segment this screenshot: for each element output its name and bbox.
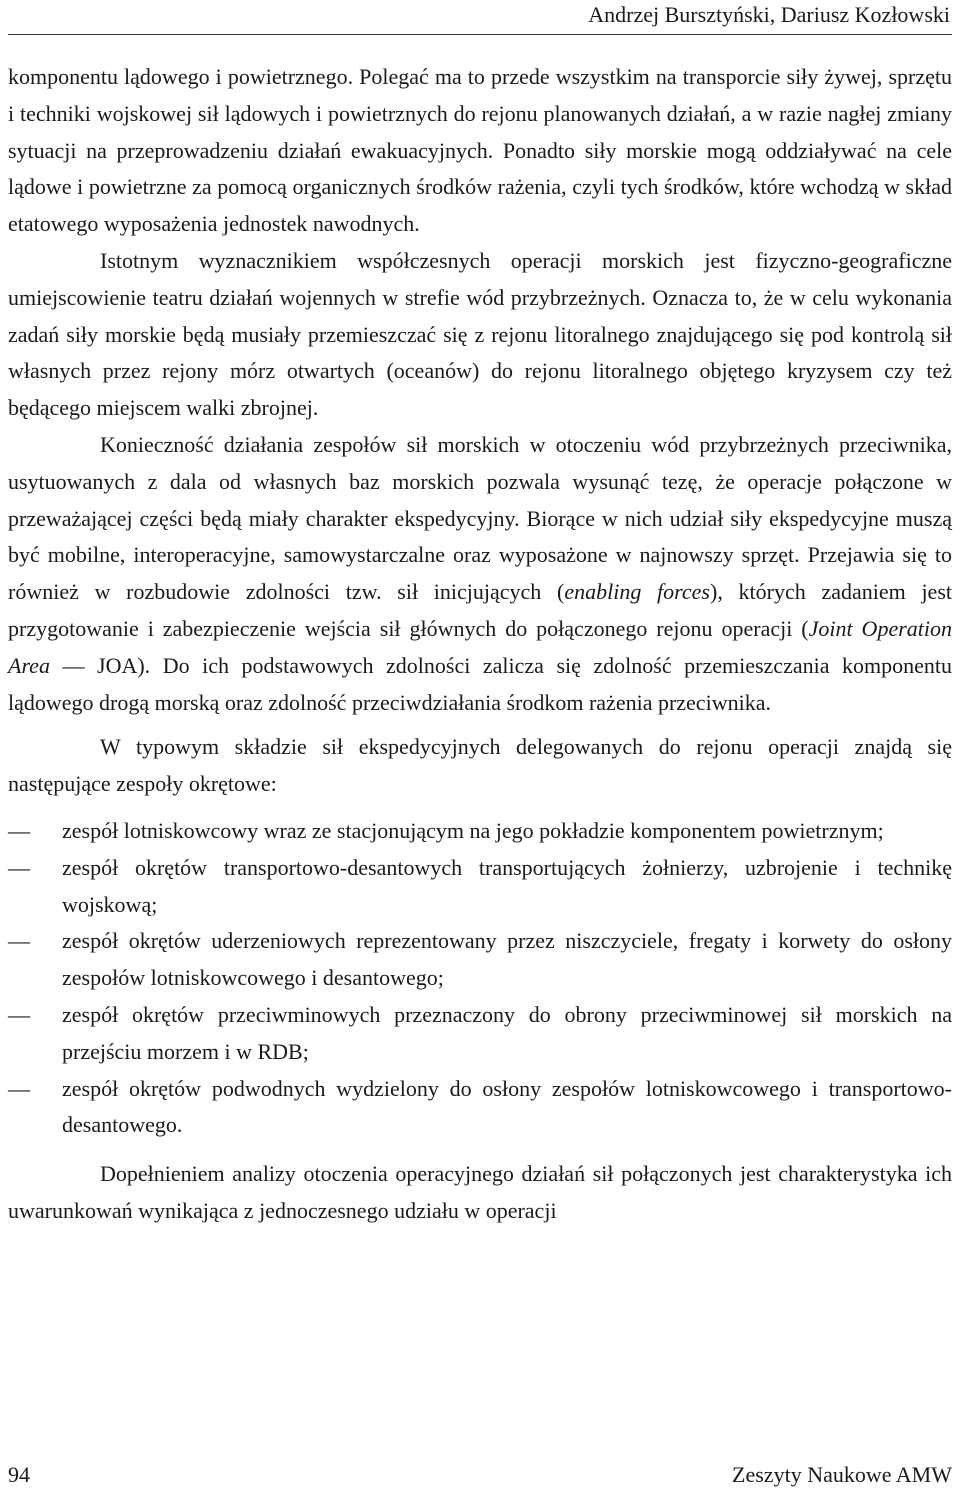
list-item [8,923,952,997]
paragraph-3-text-a: Konieczność działania zespołów sił morskich w otoczeniu wód przybrzeżnych przeciwnika, usytuowanych z dala od własnych baz morskich pozwala wysunąć tezę, że operacje połączone w przeważającej części będą miały charakter ekspedycyjny. Biorące w nich udział siły ekspedycyjne muszą być mobilne, interoperacyjne, samowystarczalne oraz wyposażone w najnowszy sprzęt. Przejawia się to również w rozbudowie zdolności tzw. sił inicjujących ( [8,431,952,605]
body-text [8,59,952,1230]
list-item-text: zespół okrętów podwodnych wydzielony do osłony zespołów lotniskowcowego i transportowo-desantowego. [62,1075,952,1138]
header-rule [8,34,952,35]
paragraph-3-text-c: — JOA). Do ich podstawowych zdolności zalicza się zdolność przemieszczania komponentu lądowego drogą morską oraz zdolność przeciwdziałania środkom rażenia przeciwnika. [8,652,952,715]
list-dash: — [8,854,30,880]
paragraph-2: Istotnym wyznacznikiem współczesnych operacji morskich jest fizyczno-geograficzne umiejscowienie teatru działań wojennych w strefie wód przybrzeżnych. Oznacza to, że w celu wykonania zadań siły morskie będą musiały przemieszczać się z rejonu litoralnego znajdującego się pod kontrolą sił własnych przez rejony mórz otwartych (oceanów) do rejonu litoralnego objętego kryzysem czy też będącego miejscem walki zbrojnej. [8,247,952,421]
journal-name: Zeszyty Naukowe AMW [732,1462,952,1487]
list-dash: — [8,817,30,843]
list-item-text: zespół okrętów przeciwminowych przeznaczony do obrony przeciwminowej sił morskich na przejściu morzem i w RDB; [62,1001,952,1064]
page-number: 94 [8,1462,30,1487]
paragraph-1: komponentu lądowego i powietrznego. Polegać ma to przede wszystkim na transporcie siły żywej, sprzętu i techniki wojskowej sił lądowych i powietrznych do rejonu planowanych działań, a w razie nagłej zmiany sytuacji na przeprowadzeniu działań ewakuacyjnych. Ponadto siły morskie mogą oddziaływać na cele lądowe i powietrzne za pomocą organicznych środków rażenia, czyli tych środków, które wchodzą w skład etatowego wyposażenia jednostek nawodnych. [8,64,952,237]
list-item [8,997,952,1071]
term-enabling-forces: enabling forces [564,579,710,605]
list-item-text: zespół lotniskowcowy wraz ze stacjonującym na jego pokładzie komponentem powietrznym; [62,817,884,843]
paragraph-3 [8,427,952,721]
list-item [8,1071,952,1145]
document-page [8,0,952,1498]
running-header-authors: Andrzej Bursztyński, Dariusz Kozłowski [588,2,950,27]
list-item-text: zespół okrętów uderzeniowych reprezentowany przez niszczyciele, fregaty i korwety do osłony zespołów lotniskowcowego i desantowego; [62,928,952,991]
paragraph-4: W typowym składzie sił ekspedycyjnych delegowanych do rejonu operacji znajdą się następujące zespoły okrętowe: [8,734,952,797]
list-dash: — [8,1075,30,1101]
list-dash: — [8,1001,30,1027]
paragraph-5: Dopełnieniem analizy otoczenia operacyjnego działań sił połączonych jest charakterystyka ich uwarunkowań wynikająca z jednoczesnego udziału w operacji [8,1161,952,1223]
list-item [8,813,952,850]
paragraph-3-text-b: ), których zadaniem jest przygotowanie i zabezpieczenie wejścia sił głównych do połączonego rejonu operacji ( [8,579,952,641]
list-dash: — [8,928,30,954]
list-item [8,850,952,924]
list-item-text: zespół okrętów transportowo-desantowych transportujących żołnierzy, uzbrojenie i technikę wojskową; [62,854,952,917]
ship-groups-list [8,813,952,1144]
term-joint-operation-area: Joint Operation Area [8,615,952,678]
